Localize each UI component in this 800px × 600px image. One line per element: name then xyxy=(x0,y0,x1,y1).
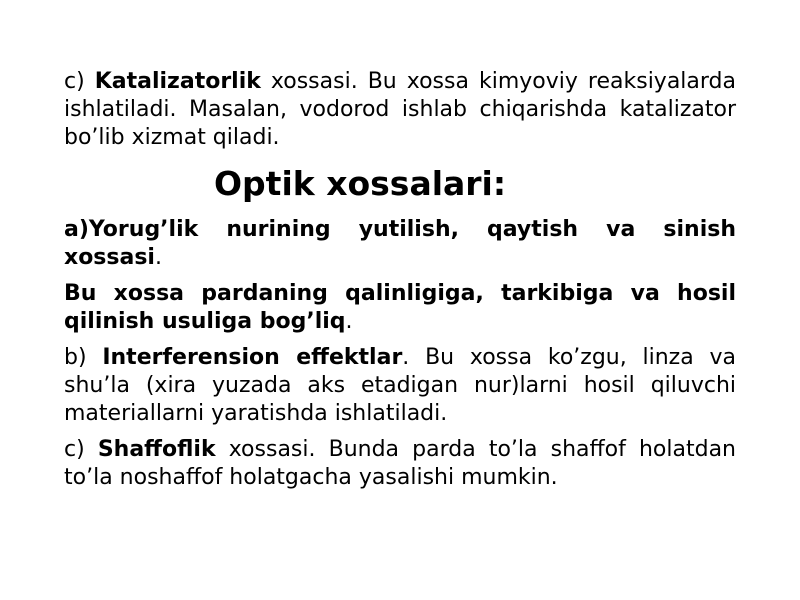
paragraph-light-absorption xyxy=(64,216,736,272)
term-catalytic: Katalizatorlik xyxy=(94,69,261,94)
period: . xyxy=(345,309,353,334)
term-interference: Interferension effektlar xyxy=(102,345,403,370)
paragraph-interference xyxy=(64,344,736,428)
bold-text: a)Yorug’lik nurining yutilish, qaytish va sinish xossasi xyxy=(64,217,736,270)
paragraph-transparency xyxy=(64,436,736,492)
paragraph-catalytic xyxy=(64,68,736,152)
paragraph-film-dependency xyxy=(64,280,736,336)
paragraph-text: xossasi. Bu xossa kimyoviy reaksiyalarda ishlatiladi. Masalan, vodorod ishlab chiqarishda katalizator bo’lib xizmat qiladi. xyxy=(64,69,736,150)
section-heading: Optik xossalari: xyxy=(214,164,507,203)
paragraph-text: xossasi. Bunda parda to’la shaffof holatdan to’la noshaffof holatgacha yasalishi mumkin. xyxy=(64,437,737,490)
paragraph-text: . Bu xossa ko’zgu, linza va shu’la (xira yuzada aks etadigan nur)larni hosil qiluvchi materiallarni yaratishda ishlatiladi. xyxy=(64,345,736,426)
item-prefix: c) xyxy=(64,69,95,94)
item-prefix: b) xyxy=(64,345,103,370)
bold-text: Bu xossa pardaning qalinligiga, tarkibiga va hosil qilinish usuliga bog’liq xyxy=(64,281,736,334)
period: . xyxy=(154,245,162,270)
item-prefix: c) xyxy=(64,437,98,462)
term-transparency: Shaffoflik xyxy=(97,437,216,462)
slide-content xyxy=(64,68,736,500)
